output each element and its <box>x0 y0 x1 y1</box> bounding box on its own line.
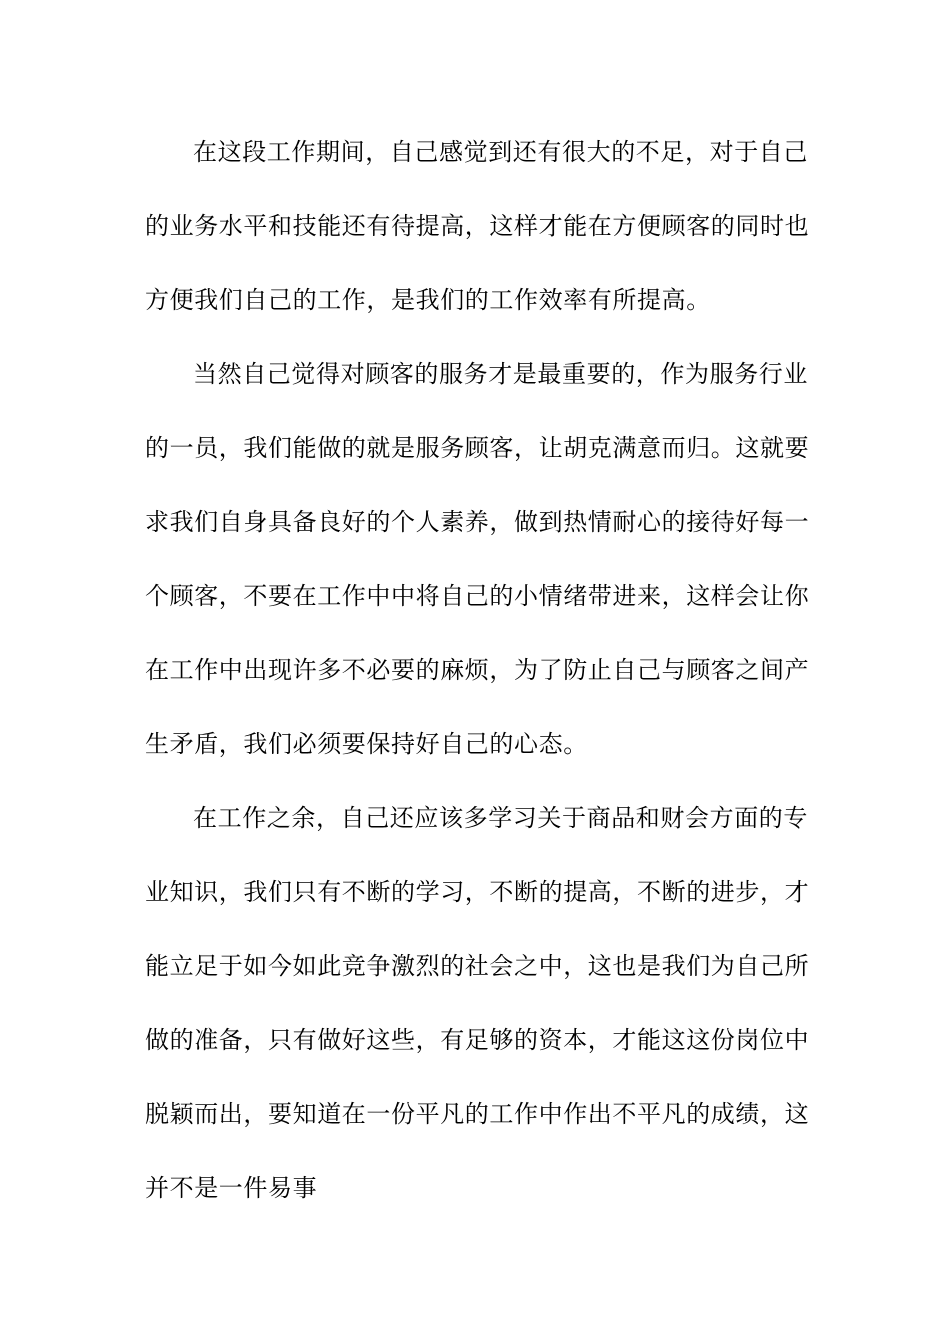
paragraph-3 <box>145 794 810 1238</box>
paragraph-line: 业知识，我们只有不断的学习，不断的提高，不断的进步，才 <box>145 878 810 906</box>
paragraph-line: 在工作中出现许多不必要的麻烦，为了防止自己与顾客之间产 <box>145 656 810 684</box>
paragraph-line: 求我们自身具备良好的个人素养，做到热情耐心的接待好每一 <box>145 508 810 536</box>
paragraph-line: 方便我们自己的工作，是我们的工作效率有所提高。 <box>145 286 711 314</box>
paragraph-line: 生矛盾，我们必须要保持好自己的心态。 <box>145 730 588 758</box>
paragraph-line: 并不是一件易事 <box>145 1174 318 1202</box>
paragraph-line: 的一员，我们能做的就是服务顾客，让胡克满意而归。这就要 <box>145 434 810 462</box>
paragraph-line: 脱颖而出，要知道在一份平凡的工作中作出不平凡的成绩，这 <box>145 1100 810 1128</box>
paragraph-line: 当然自己觉得对顾客的服务才是最重要的，作为服务行业 <box>193 360 808 388</box>
paragraph-line: 做的准备，只有做好这些，有足够的资本，才能这这份岗位中 <box>145 1026 810 1054</box>
paragraph-1 <box>145 128 810 350</box>
document-body <box>145 128 810 1238</box>
paragraph-line: 个顾客，不要在工作中中将自己的小情绪带进来，这样会让你 <box>145 582 810 610</box>
paragraph-2 <box>145 350 810 794</box>
paragraph-line: 能立足于如今如此竞争激烈的社会之中，这也是我们为自己所 <box>145 952 810 980</box>
paragraph-line: 在这段工作期间，自己感觉到还有很大的不足，对于自己 <box>193 138 808 166</box>
paragraph-line: 在工作之余，自己还应该多学习关于商品和财会方面的专 <box>193 804 808 832</box>
paragraph-line: 的业务水平和技能还有待提高，这样才能在方便顾客的同时也 <box>145 212 810 240</box>
